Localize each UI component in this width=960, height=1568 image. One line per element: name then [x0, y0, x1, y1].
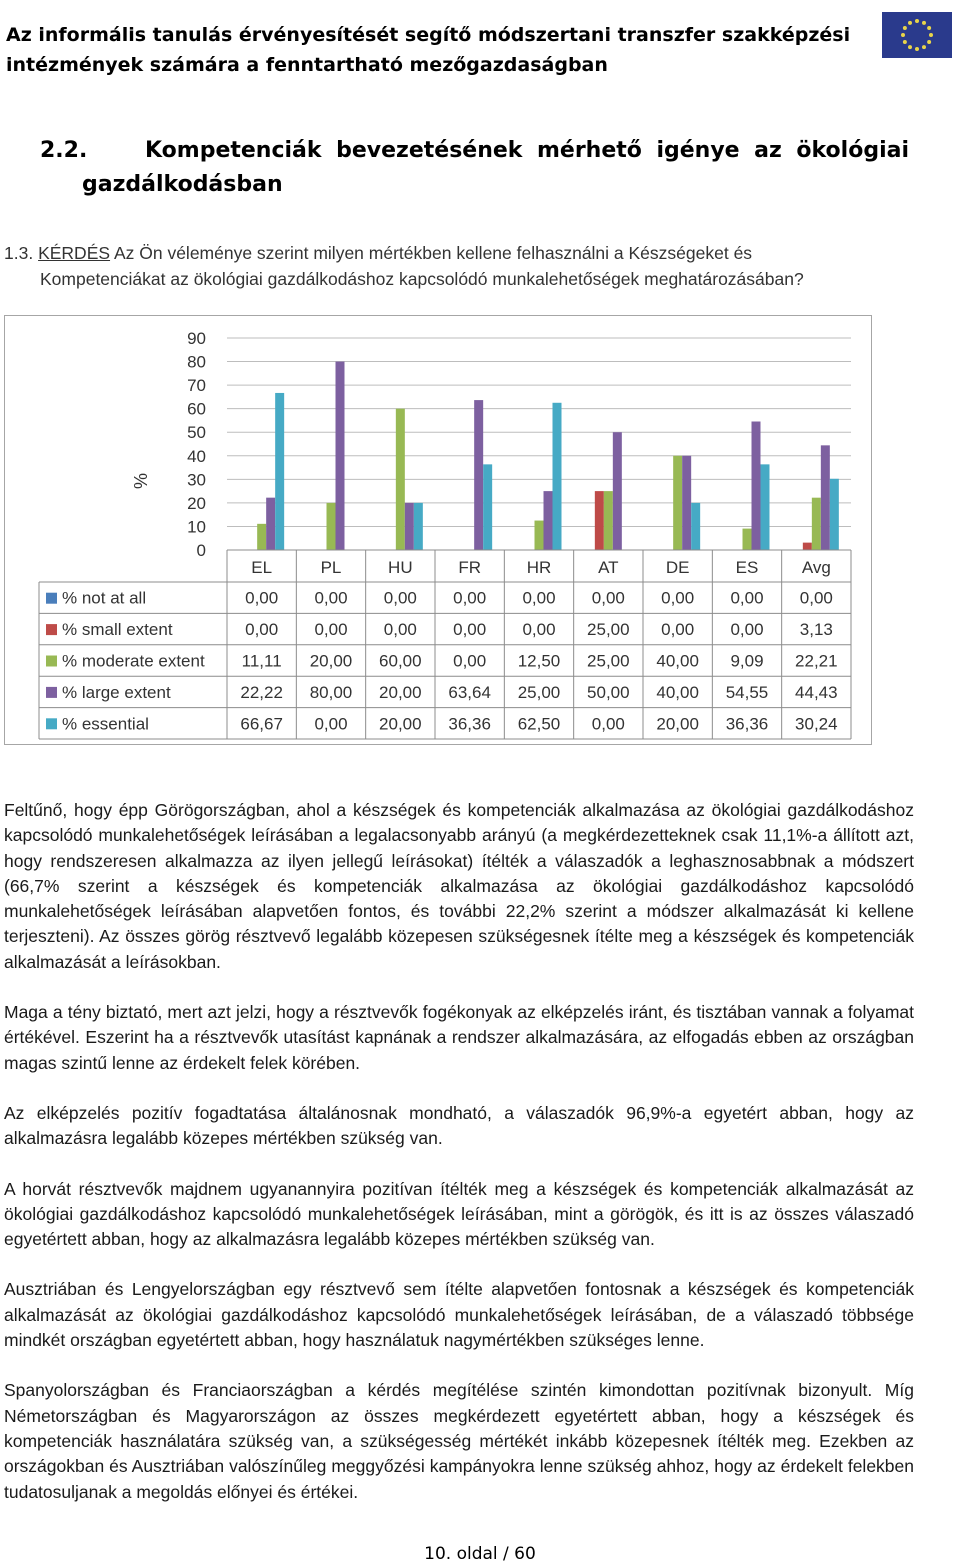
data-label: 25,00: [517, 682, 561, 702]
data-label: 22,22: [240, 682, 283, 702]
data-label: 0,00: [453, 651, 487, 671]
y-tick-label: 30: [187, 470, 206, 490]
data-label: 36,36: [725, 714, 769, 734]
y-tick-label: 70: [187, 376, 206, 396]
data-label: 0,00: [314, 714, 348, 734]
legend-label: % large extent: [62, 682, 171, 702]
chart-svg: [5, 316, 873, 746]
data-label: 0,00: [661, 620, 695, 640]
question-text-line-2: Kompetenciákat az ökológiai gazdálkodáshoz kapcsolódó munkalehetőségek meghatározásában?: [40, 269, 804, 289]
star-icon: [915, 47, 919, 51]
x-tick-label: HR: [526, 558, 552, 577]
bar: [483, 464, 492, 550]
star-icon: [903, 40, 907, 44]
star-icon: [922, 21, 926, 25]
x-tick-label: EL: [251, 558, 273, 577]
data-label: 0,00: [314, 588, 348, 608]
data-label: 0,00: [730, 588, 764, 608]
data-label: 40,00: [656, 682, 699, 702]
data-label: 12,50: [517, 651, 561, 671]
bar: [275, 393, 284, 550]
paragraph: [4, 798, 914, 975]
data-label: 0,00: [522, 620, 556, 640]
legend-swatch: [46, 624, 57, 635]
bar: [821, 445, 830, 550]
paragraph-text: Az elképzelés pozitív fogadtatása általánosnak mondható, a válaszadók 96,9%-a egyetért abban, hogy az alkalmazásra legalább közepes mértékben szükség van.: [4, 1102, 914, 1149]
star-icon: [929, 33, 933, 37]
y-tick-label: 0: [196, 541, 206, 560]
paragraph-text-continued: Míg Németországban és Magyarországon az összes megkérdezett egyetértett abban, hogy a készségek és kompetenciák használatára szükség van, a szükségesség mértékét inkább közepesnek ítélték meg. Ezekben az országokban és Ausztriában valószínűleg meggyőzési kampányokra lenne szükség ahhoz, hogy az érdekelt felekben tudatosuljanak a megoldás előnyei és értékei.: [4, 1380, 914, 1502]
y-axis-label: %: [131, 472, 151, 490]
header-line-1: Az informális tanulás érvényesítését segítő módszertani transzfer szakképzési: [6, 24, 851, 46]
data-label: 80,00: [309, 682, 353, 702]
data-label: 20,00: [309, 651, 353, 671]
bar: [535, 521, 544, 550]
data-label: 54,55: [725, 682, 769, 702]
data-label: 25,00: [587, 651, 630, 671]
bar: [257, 524, 266, 550]
section-number: 2.2.: [40, 138, 88, 163]
data-label: 20,00: [656, 714, 699, 734]
paragraph-text: Spanyolországban és Franciaországban a kérdés megítélése szintén kimondottan pozitívnak bizonyult.: [4, 1380, 873, 1401]
data-label: 40,00: [656, 651, 699, 671]
bar: [803, 543, 812, 550]
legend-swatch: [46, 656, 57, 667]
bar: [405, 503, 414, 550]
x-tick-label: DE: [665, 558, 690, 577]
x-tick-label: PL: [320, 558, 342, 577]
data-label: 0,00: [245, 588, 279, 608]
bar: [752, 422, 761, 550]
bar: [595, 491, 604, 550]
question-text-line-1: Az Ön véleménye szerint milyen mértékben kellene felhasználni a Készségeket és: [113, 243, 753, 263]
legend-label: % essential: [62, 714, 149, 734]
data-label: 0,00: [245, 620, 279, 640]
y-tick-label: 60: [187, 399, 206, 419]
data-label: 0,00: [383, 588, 417, 608]
y-tick-label: 40: [187, 446, 206, 466]
legend-swatch: [46, 593, 57, 604]
paragraph: [4, 1378, 914, 1504]
paragraph-text: Feltűnő, hogy épp Görögországban, ahol a készségek és kompetenciák alkalmazása az ökológiai gazdálkodáshoz kapcsolódó munkalehetőségek leírásában a legalacsonyabb arányú (a megkérdezetteknek csak 11,1%-a állított azt, hogy rendszeresen alkalmazza az ilyen jellegű leírásokat) ítélték a válaszadók a leghasznosabbnak a módszert (66,7% szerint a készségek és kompetenciák alkalmazása az ökológiai gazdálkodáshoz kapcsolódó munkalehetőségek leírásában alapvetően fontos, és további 22,2% szerint a módszer alkalmazását ki kellene terjeszteni).: [4, 800, 914, 947]
data-label: 0,00: [314, 620, 348, 640]
x-tick-label: AT: [598, 558, 619, 577]
paragraph-text: A horvát résztvevők majdnem ugyanannyira pozitívan ítélték meg a készségek és kompetenciák alkalmazását az ökológiai gazdálkodáshoz kapcsolódó munkalehetőségek leírásában, mint a görögök, és itt is az összes válaszadó egyetértett abban, hogy az alkalmazásra legalább közepes mértékben szükség van.: [4, 1178, 914, 1250]
data-label: 0,00: [453, 588, 487, 608]
star-icon: [927, 26, 931, 30]
legend-swatch: [46, 718, 57, 729]
data-label: 63,64: [448, 682, 491, 702]
bar: [474, 400, 483, 550]
star-icon: [903, 26, 907, 30]
data-label: 44,43: [795, 682, 838, 702]
x-tick-label: Avg: [801, 558, 831, 577]
legend-swatch: [46, 687, 57, 698]
y-tick-label: 80: [187, 352, 206, 372]
page-number: 10. oldal / 60: [424, 1544, 536, 1564]
header-line-2: intézmények számára a fenntartható mezőgazdaságban: [6, 54, 608, 76]
bar: [396, 409, 405, 550]
bar: [327, 503, 336, 550]
bar: [830, 479, 839, 550]
bar: [414, 503, 423, 550]
x-tick-label: ES: [735, 558, 759, 577]
bar-chart: [4, 315, 872, 745]
paragraph: [4, 1000, 914, 1076]
paragraph: [4, 1177, 914, 1253]
bar: [673, 456, 682, 550]
data-label: 36,36: [448, 714, 491, 734]
data-label: 30,24: [795, 714, 838, 734]
data-label: 3,13: [799, 620, 833, 640]
star-icon: [922, 45, 926, 49]
data-label: 0,00: [730, 620, 764, 640]
bar: [812, 498, 821, 550]
data-label: 0,00: [591, 588, 625, 608]
data-label: 25,00: [587, 620, 630, 640]
data-label: 66,67: [240, 714, 283, 734]
paragraph-text-continued: Az összes görög résztvevő legalább közepesen szükségesnek ítélte meg a készségek és kompetenciák alkalmazását a leírásokban.: [4, 926, 914, 972]
page-footer: [0, 1544, 960, 1564]
legend-label: % not at all: [62, 588, 147, 608]
paragraph-text: Ausztriában és Lengyelországban egy résztvevő sem ítélte alapvetően fontosnak a készségek és kompetenciák alkalmazását az ökológiai gazdálkodáshoz kapcsolódó munkalehetőségek leírásában, de a válaszadó többsége mindkét országban egyetértett abban, hogy használatuk nagymértékben szükséges lenne.: [4, 1279, 914, 1351]
bar: [604, 491, 613, 550]
data-label: 0,00: [453, 620, 487, 640]
x-tick-label: FR: [458, 558, 482, 577]
bar: [266, 498, 275, 550]
legend-label: % small extent: [62, 620, 173, 640]
body-text: [4, 798, 914, 1530]
data-label: 0,00: [661, 588, 695, 608]
bar: [336, 362, 345, 550]
y-tick-label: 50: [187, 423, 206, 443]
star-icon: [927, 40, 931, 44]
paragraph: [4, 1101, 914, 1152]
section-title: [40, 134, 914, 202]
bar: [613, 432, 622, 550]
data-label: 50,00: [587, 682, 630, 702]
y-tick-label: 20: [187, 493, 206, 513]
legend-label: % moderate extent: [62, 651, 205, 671]
star-icon: [901, 33, 905, 37]
bar: [544, 491, 553, 550]
bar: [682, 456, 691, 550]
data-label: 62,50: [517, 714, 561, 734]
star-icon: [908, 45, 912, 49]
data-label: 22,21: [795, 651, 838, 671]
data-label: 0,00: [799, 588, 833, 608]
data-label: 60,00: [379, 651, 422, 671]
y-tick-label: 10: [187, 517, 206, 537]
data-label: 9,09: [730, 651, 764, 671]
bar: [743, 529, 752, 550]
paragraph: [4, 1277, 914, 1353]
data-label: 0,00: [383, 620, 417, 640]
data-label: 0,00: [522, 588, 556, 608]
document-header: [6, 20, 866, 80]
paragraph-text-continued: Eszerint ha a résztvevők utasítást kapnának a rendszer alkalmazására, az elfogadás ebben az országban magas szintű lenne az érdekelt felek körében.: [4, 1027, 914, 1073]
bar: [691, 503, 700, 550]
eu-flag-logo: [882, 12, 952, 58]
data-label: 11,11: [241, 651, 282, 671]
paragraph-text: Maga a tény biztató, mert azt jelzi, hogy a résztvevők fogékonyak az elképzelés iránt, és tisztában vannak a folyamat értékével.: [4, 1002, 914, 1048]
survey-question: [4, 240, 914, 292]
bar: [761, 464, 770, 550]
star-icon: [915, 19, 919, 23]
question-number: 1.3.: [4, 243, 34, 263]
data-label: 20,00: [379, 714, 422, 734]
star-icon: [908, 21, 912, 25]
section-title-line-1: Kompetenciák bevezetésének mérhető igénye az ökológiai: [145, 138, 909, 163]
y-tick-label: 90: [187, 329, 206, 348]
question-label: KÉRDÉS: [38, 243, 111, 263]
data-label: 20,00: [379, 682, 422, 702]
x-tick-label: HU: [388, 558, 413, 577]
data-label: 0,00: [591, 714, 625, 734]
bar: [553, 403, 562, 550]
section-title-line-2: gazdálkodásban: [82, 172, 283, 197]
